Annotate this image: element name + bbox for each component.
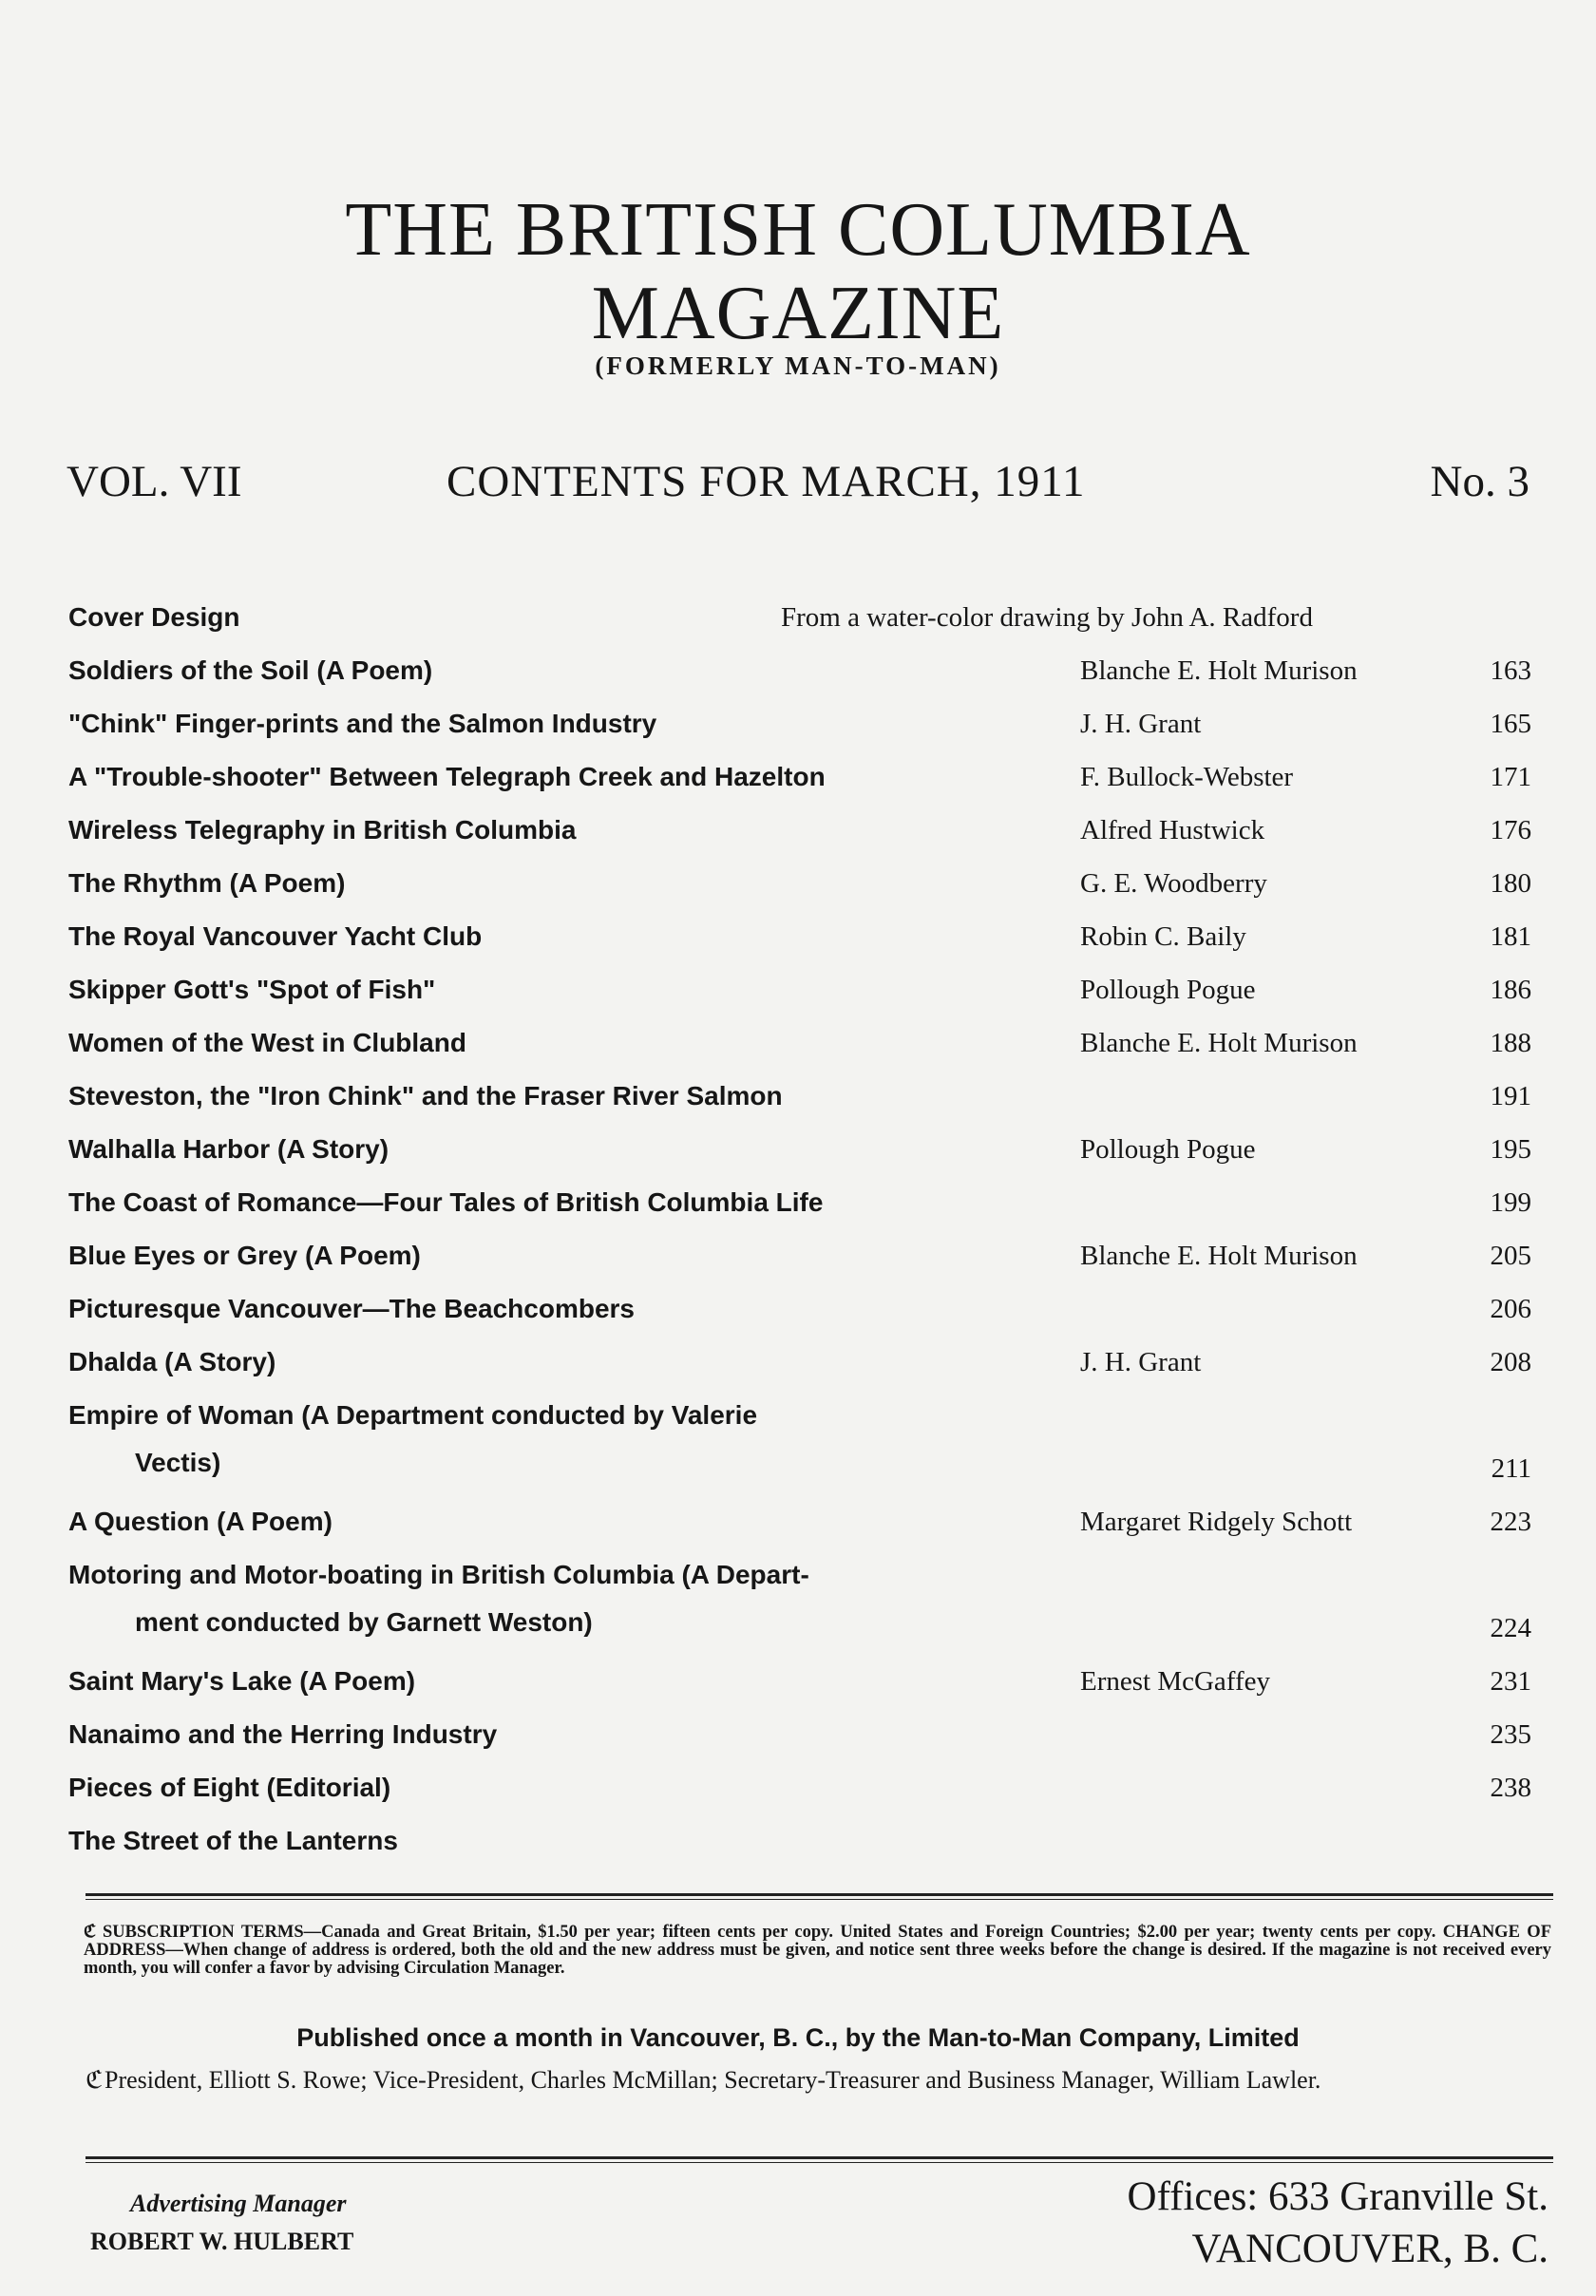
entry-title-text: Skipper Gott's "Spot of Fish" <box>68 975 436 1004</box>
entry-title-text: The Street of the Lanterns <box>68 1826 398 1855</box>
entry-title <box>68 655 1023 686</box>
entry-title-text: The Rhythm (A Poem) <box>68 868 346 898</box>
title-line-1: THE BRITISH COLUMBIA <box>345 188 1251 272</box>
entry-title <box>68 868 1023 899</box>
entry-title-text: A Question (A Poem) <box>68 1507 332 1536</box>
entry-page: 223 <box>1490 1507 1531 1537</box>
publication-notice: Published once a month in Vancouver, B. C., by the Man-to-Man Company, Limited <box>296 2023 1300 2052</box>
entry-page: 238 <box>1490 1773 1531 1803</box>
entry-author: G. E. Woodberry <box>1080 868 1267 899</box>
entry-author: Ernest McGaffey <box>1080 1666 1270 1697</box>
entry-page: 208 <box>1490 1347 1531 1377</box>
entry-page: 171 <box>1490 762 1531 792</box>
entry-author: F. Bullock-Webster <box>1080 762 1294 792</box>
entry-title-text: Pieces of Eight (Editorial) <box>68 1773 391 1802</box>
entry-title-text: Empire of Woman (A Department conducted by Valerie <box>68 1400 758 1430</box>
entry-page: 206 <box>1490 1294 1531 1324</box>
entry-page: 180 <box>1490 868 1531 899</box>
entry-title <box>68 1294 1023 1324</box>
divider-rule <box>86 2156 1553 2163</box>
contents-entry <box>68 652 1531 705</box>
entry-page: 195 <box>1490 1134 1531 1165</box>
paragraph-mark-icon: ℭ <box>84 1923 97 1942</box>
table-of-contents <box>68 598 1531 1875</box>
offices-address <box>1128 2171 1548 2275</box>
entry-title <box>68 1719 1023 1750</box>
entry-title-text: Soldiers of the Soil (A Poem) <box>68 655 433 685</box>
entry-title-continued: Vectis) <box>135 1448 221 1477</box>
entry-title-text: Saint Mary's Lake (A Poem) <box>68 1666 416 1696</box>
entry-title-text: "Chink" Finger-prints and the Salmon Industry <box>68 709 657 738</box>
contents-entry <box>68 1290 1531 1343</box>
contents-entry <box>68 1716 1531 1769</box>
entry-title-text: Wireless Telegraphy in British Columbia <box>68 815 577 844</box>
contents-entry <box>68 1662 1531 1716</box>
entry-page: 231 <box>1490 1666 1531 1697</box>
entry-page: 165 <box>1490 709 1531 739</box>
title-line-2: MAGAZINE <box>591 272 1005 355</box>
contents-entry <box>68 705 1531 758</box>
entry-title <box>68 1347 1023 1377</box>
entry-author: Blanche E. Holt Murison <box>1080 1028 1358 1058</box>
entry-title <box>68 1081 1023 1111</box>
entry-author: Pollough Pogue <box>1080 1134 1256 1165</box>
contents-entry <box>68 1024 1531 1077</box>
contents-entry <box>68 918 1531 971</box>
entry-title <box>68 1826 1023 1856</box>
contents-heading: CONTENTS FOR MARCH, 1911 <box>446 457 1086 506</box>
entry-page: 176 <box>1490 815 1531 845</box>
entry-author: J. H. Grant <box>1080 1347 1202 1377</box>
entry-title <box>68 1773 1023 1803</box>
entry-title <box>68 975 1023 1005</box>
entry-title <box>68 1028 1023 1058</box>
entry-title <box>68 815 1023 845</box>
entry-title <box>68 1400 1023 1478</box>
subscription-terms: ℭ SUBSCRIPTION TERMS—Canada and Great Britain, $1.50 per year; fifteen cents per copy. United States and Foreign Countries; $2.00 per year; twenty cents per copy. CHANGE OF ADDRESS—When change of address is ordered, both the old and the new address must be given, and notice sent three weeks before the change is desired. If the magazine is not received every month, you will confer a favor by advising Circulation Manager. <box>84 1923 1551 1978</box>
entry-author: Robin C. Baily <box>1080 921 1246 952</box>
magazine-subtitle: (FORMERLY MAN-TO-MAN) <box>595 351 1001 380</box>
contents-entry <box>68 598 1531 652</box>
magazine-title <box>0 188 1596 355</box>
advertising-label: Advertising Manager <box>130 2190 347 2217</box>
entry-author: Alfred Hustwick <box>1080 815 1265 845</box>
issue-line <box>66 456 1530 522</box>
entry-title <box>68 762 1023 792</box>
entry-title-text: Women of the West in Clubland <box>68 1028 466 1057</box>
officers-notice: ℭPresident, Elliott S. Rowe; Vice-President, Charles McMillan; Secretary-Treasurer and Business Manager, William Lawler. <box>86 2066 1321 2094</box>
entry-title-text: The Royal Vancouver Yacht Club <box>68 921 483 951</box>
entry-title-text: Dhalda (A Story) <box>68 1347 276 1376</box>
contents-entry <box>68 1077 1531 1130</box>
contents-entry <box>68 758 1531 811</box>
offices-line-2: VANCOUVER, B. C. <box>1191 2227 1548 2271</box>
entry-page: 211 <box>1491 1453 1531 1484</box>
entry-title-text: Nanaimo and the Herring Industry <box>68 1719 498 1749</box>
contents-entry <box>68 1237 1531 1290</box>
entry-page: 188 <box>1490 1028 1531 1058</box>
entry-page: 191 <box>1490 1081 1531 1111</box>
entry-title <box>68 1187 1023 1218</box>
entry-title-text: Blue Eyes or Grey (A Poem) <box>68 1241 421 1270</box>
entry-page: 186 <box>1490 975 1531 1005</box>
entry-title <box>68 1134 1023 1165</box>
contents-entry <box>68 1184 1531 1237</box>
entry-title-text: Cover Design <box>68 602 240 632</box>
entry-title-text: Motoring and Motor-boating in British Columbia (A Depart- <box>68 1560 809 1589</box>
contents-entry <box>68 1503 1531 1556</box>
entry-page: 199 <box>1490 1187 1531 1218</box>
entry-title <box>68 1241 1023 1271</box>
entry-page: 224 <box>1490 1613 1531 1643</box>
volume-label: VOL. VII <box>66 457 242 506</box>
entry-title <box>68 709 1023 739</box>
issue-number: No. 3 <box>1430 457 1530 506</box>
contents-entry <box>68 1822 1531 1875</box>
advertising-name: ROBERT W. HULBERT <box>90 2228 354 2255</box>
entry-title-text: A "Trouble-shooter" Between Telegraph Creek and Hazelton <box>68 762 826 791</box>
entry-page: 205 <box>1490 1241 1531 1271</box>
offices-line-1: Offices: 633 Granville St. <box>1127 2174 1548 2219</box>
entry-author: Margaret Ridgely Schott <box>1080 1507 1353 1537</box>
entry-title <box>68 1507 1023 1537</box>
divider-rule <box>86 1893 1553 1900</box>
entry-title <box>68 1560 1023 1638</box>
cover-credit: From a water-color drawing by John A. Radford <box>781 602 1313 633</box>
paragraph-mark-icon: ℭ <box>86 2066 104 2094</box>
contents-entry <box>68 1343 1531 1396</box>
contents-entry <box>68 971 1531 1024</box>
entry-page: 235 <box>1490 1719 1531 1750</box>
contents-entry <box>68 1130 1531 1184</box>
entry-author: J. H. Grant <box>1080 709 1202 739</box>
entry-title-text: Steveston, the "Iron Chink" and the Fraser River Salmon <box>68 1081 783 1110</box>
contents-entry <box>68 864 1531 918</box>
contents-entry <box>68 811 1531 864</box>
entry-title-text: Picturesque Vancouver—The Beachcombers <box>68 1294 635 1323</box>
contents-entry <box>68 1556 1531 1662</box>
entry-author: Blanche E. Holt Murison <box>1080 1241 1358 1271</box>
entry-title <box>68 921 1023 952</box>
entry-title-text: The Coast of Romance—Four Tales of British Columbia Life <box>68 1187 824 1217</box>
entry-page: 181 <box>1490 921 1531 952</box>
entry-title-continued: ment conducted by Garnett Weston) <box>135 1607 593 1637</box>
entry-title <box>68 1666 1023 1697</box>
entry-title-text: Walhalla Harbor (A Story) <box>68 1134 390 1164</box>
contents-entry <box>68 1396 1531 1503</box>
contents-entry <box>68 1769 1531 1822</box>
entry-page: 163 <box>1490 655 1531 686</box>
entry-author: Pollough Pogue <box>1080 975 1256 1005</box>
advertising-manager <box>90 2185 353 2261</box>
entry-author: Blanche E. Holt Murison <box>1080 655 1358 686</box>
